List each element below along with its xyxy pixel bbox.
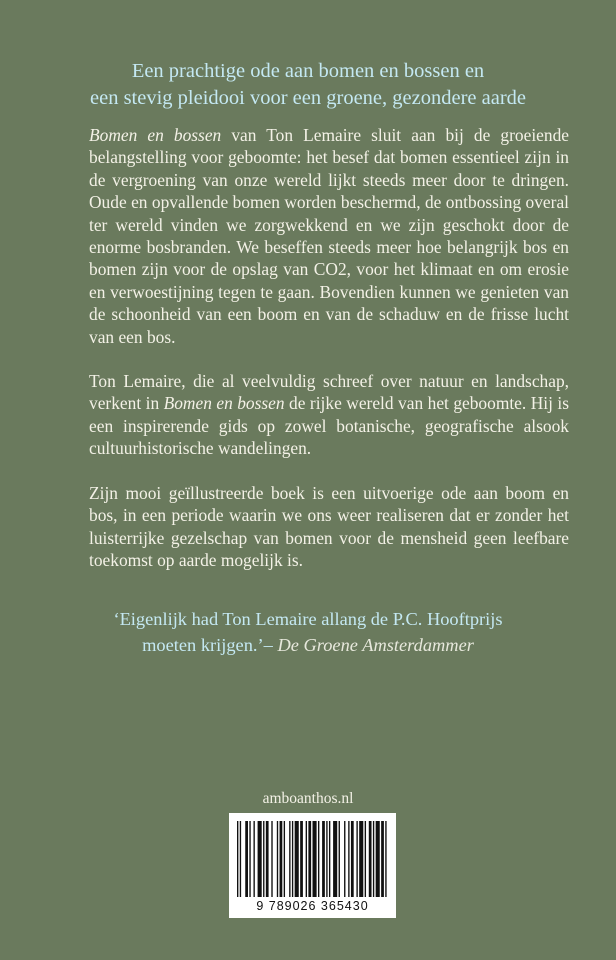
barcode-bar xyxy=(266,821,269,897)
barcode-bar xyxy=(381,821,384,897)
cover-heading xyxy=(40,58,576,112)
blurb-body xyxy=(89,124,569,571)
barcode-bar xyxy=(348,821,349,897)
isbn-number: 9 789026 365430 xyxy=(256,899,369,913)
barcode-bar xyxy=(376,821,380,897)
quote-line-1: ‘Eigenlijk had Ton Lemaire allang de P.C. Hooftprijs xyxy=(113,609,503,629)
paragraph-2-text-post: de rijke wereld van het geboomte. Hij is een inspirerende gids op zowel botanische, geografische alsook cultuurhistorische wandelingen. xyxy=(89,393,570,459)
heading-line-1: Een prachtige ode aan bomen en bossen en xyxy=(131,60,485,82)
quote-dash: – xyxy=(263,635,278,655)
barcode-bar xyxy=(333,821,337,897)
barcode-bar xyxy=(308,821,311,897)
barcode-bar xyxy=(313,821,317,897)
barcode-bar xyxy=(292,821,293,897)
barcode-bar xyxy=(369,821,372,897)
barcode-bar xyxy=(356,821,357,897)
publisher-website: amboanthos.nl xyxy=(262,790,354,807)
barcode-bar xyxy=(339,821,340,897)
barcode-bar xyxy=(351,821,354,897)
barcode-bar xyxy=(326,821,327,897)
barcode-bar xyxy=(295,821,299,897)
barcode-bar xyxy=(249,821,250,897)
barcode-bar xyxy=(237,821,238,897)
book-title-italic: Bomen en bossen xyxy=(163,393,285,414)
heading-line-2: een stevig pleidooi voor een groene, gezondere aarde xyxy=(90,87,526,109)
barcode-bar xyxy=(280,821,283,897)
barcode-bar xyxy=(258,821,262,897)
isbn-barcode xyxy=(229,813,396,918)
barcode-bar xyxy=(318,821,319,897)
barcode-bar xyxy=(322,821,325,897)
barcode-bar xyxy=(284,821,285,897)
barcode-bar xyxy=(365,821,366,897)
barcode-bar xyxy=(289,821,290,897)
blurb-paragraph-3: Zijn mooi geïllustreerde boek is een uitvoerige ode aan boom en bos, in een periode waarin we ons weer realiseren dat er zonder het luisterrijke gezelschap van bomen voor de mensheid geen leefbare toekomst op aarde mogelijk is. xyxy=(89,482,569,570)
blurb-paragraph-1 xyxy=(89,124,569,348)
barcode-bar xyxy=(253,821,254,897)
paragraph-2-text-pre: Ton Lemaire, die al veelvuldig schreef over natuur en landschap, verkent in xyxy=(89,371,569,414)
blurb-paragraph-2 xyxy=(89,370,569,460)
quote-text-end: moeten krijgen.’ xyxy=(142,635,264,655)
barcode-bar xyxy=(373,821,374,897)
barcode-bar xyxy=(240,821,241,897)
barcode-bar xyxy=(329,821,330,897)
paragraph-1-text: van Ton Lemaire sluit aan bij de groeiende belangstelling voor geboomte: het besef dat bomen essentieel zijn in de vergroening van onze wereld lijkt steeds meer door te dringen. Oude en opvallende bomen worden beschermd, de ontbossing overal ter wereld vinden we zorgwekkend en we zijn geschokt door de enorme bosbranden. We beseffen steeds meer hoe belangrijk bos en bomen zijn voor de opslag van CO2, voor het klimaat en om erosie en verwoestijning tegen te gaan. Bovendien kunnen we genieten van de schoonheid van een boom en van de schaduw en de frisse lucht van een bos. xyxy=(89,125,569,347)
review-quote xyxy=(40,606,576,658)
barcode-bar xyxy=(359,821,363,897)
barcode-bar xyxy=(263,821,264,897)
quote-line-2 xyxy=(40,632,576,658)
barcode-bar xyxy=(245,821,248,897)
quote-source: De Groene Amsterdammer xyxy=(277,635,474,655)
barcode-bar xyxy=(300,821,303,897)
barcode-bars xyxy=(237,821,388,897)
barcode-bar xyxy=(344,821,345,897)
barcode-bar xyxy=(306,821,307,897)
book-title-italic: Bomen en bossen xyxy=(89,125,222,145)
barcode-bar xyxy=(385,821,386,897)
barcode-bar xyxy=(277,821,278,897)
barcode-bar xyxy=(271,821,272,897)
